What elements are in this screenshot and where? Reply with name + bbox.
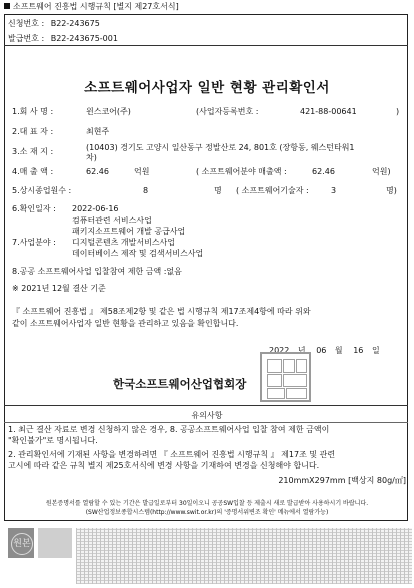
confirm-date-label: 6.확인일자 : <box>12 204 56 213</box>
sw-sales-value: 62.46 <box>312 167 335 176</box>
settlement-note: ※ 2021년 12월 결산 기준 <box>12 284 106 293</box>
notice-item-2-line-1: 2. 관리확인서에 기재된 사항을 변경하려면 『 소프트웨어 진흥법 시행규칙 』 제17조 및 관련 <box>8 450 336 459</box>
address-line-2: 차) <box>86 153 97 162</box>
issue-date: 2022 년 06 월 16 일 <box>269 346 380 355</box>
employees-unit: 명 <box>214 186 222 195</box>
business-line-4: 데이터베이스 제작 및 검색서비스사업 <box>72 249 204 258</box>
ceo-label: 2.대 표 자 : <box>12 127 54 136</box>
notice-item-1-line-2: "확인불가"로 명시됩니다. <box>8 436 98 445</box>
sales-unit: 억원 <box>134 167 150 176</box>
paper-spec: 210mmX297mm [백상지 80g/㎡] <box>278 476 406 485</box>
security-block <box>38 528 72 558</box>
sales-value: 62.46 <box>86 167 109 176</box>
statement-line-1: 『 소프트웨어 진흥법 』 제58조제2항 및 같은 법 시행규칙 제17조제4항에 따라 위와 <box>12 307 311 316</box>
issue-number: 발급번호 : B22-243675-001 <box>8 34 118 43</box>
notice-title: 유의사항 <box>191 411 223 420</box>
bizno-label: (사업자등록번호 : <box>196 107 259 116</box>
employees-value: 8 <box>143 186 149 195</box>
notice-title-divider <box>4 422 408 423</box>
company-label: 1.회 사 명 : <box>12 107 54 116</box>
header-divider <box>4 45 408 46</box>
statement-line-2: 같이 소프트웨어사업자 일반 현황을 관리하고 있음을 확인합니다. <box>12 319 239 328</box>
form-title: 소프트웨어 진흥법 시행규칙 [별지 제27호서식] <box>13 2 179 11</box>
issuer-name: 한국소프트웨어산업협회장 <box>113 377 247 391</box>
sw-tech-value: 3 <box>331 186 337 195</box>
bizno-value: 421-88-00641 <box>300 107 357 116</box>
sw-sales-label: ( 소프트웨어분야 매출액 : <box>196 167 287 176</box>
confirm-date-value: 2022-06-16 <box>72 204 119 213</box>
business-line-1: 컴퓨터관련 서비스사업 <box>72 216 152 225</box>
footer-line-2: (SW산업정보종합시스템(http://www.swit.or.kr)의 '증명서위변조 확인' 메뉴에서 열람가능) <box>85 509 329 516</box>
address-label: 3.소 재 지 : <box>12 147 54 156</box>
form-caption <box>4 2 179 12</box>
application-number: 신청번호 : B22-243675 <box>8 19 100 28</box>
notice-item-2-line-2: 고시에 따라 같은 규칙 별지 제25호서식에 변경 사항을 기재하여 변경을 신청해야 합니다. <box>8 461 320 470</box>
footer-line-1: 원본증명서를 열람할 수 있는 기간은 발급일로부터 30일이오니 공공SW입찰 등 제출시 새로 발급받아 사용하시기 바랍니다. <box>45 500 369 507</box>
business-line-2: 패키지소프트웨어 개발 공급사업 <box>72 227 186 236</box>
notice-item-1-line-1: 1. 최근 결산 자료로 변경 신청하지 않은 경우, 8. 공공소프트웨어사업 입찰 참여 제한 금액이 <box>8 425 330 434</box>
address-line-1: (10403) 경기도 고양시 일산동구 정발산로 24, 801호 (장항동, 웨스턴타워1 <box>86 143 355 152</box>
official-seal <box>260 352 311 402</box>
company-value: 윈스코어(주) <box>86 107 131 116</box>
business-line-3: 디지털콘텐츠 개발서비스사업 <box>72 238 176 247</box>
sw-tech-label: ( 소프트웨어기술자 : <box>236 186 309 195</box>
black-square-icon <box>4 3 10 9</box>
business-label: 7.사업분야 : <box>12 238 56 247</box>
notice-top-divider <box>4 405 408 406</box>
ceo-value: 최현주 <box>86 127 110 136</box>
security-pattern <box>76 528 412 584</box>
sw-sales-unit: 억원) <box>372 167 391 176</box>
employees-label: 5.상시종업원수 : <box>12 186 72 195</box>
bizno-close: ) <box>396 107 400 116</box>
sw-tech-unit: 명) <box>386 186 397 195</box>
document-title: 소프트웨어사업자 일반 현황 관리확인서 <box>84 80 330 96</box>
original-stamp <box>8 528 34 558</box>
bid-restriction: 8.공공 소프트웨어사업 입찰참여 제한 금액 :없음 <box>12 267 182 276</box>
sales-label: 4.매 출 액 : <box>12 167 54 176</box>
original-stamp-text: 원본 <box>11 533 33 555</box>
